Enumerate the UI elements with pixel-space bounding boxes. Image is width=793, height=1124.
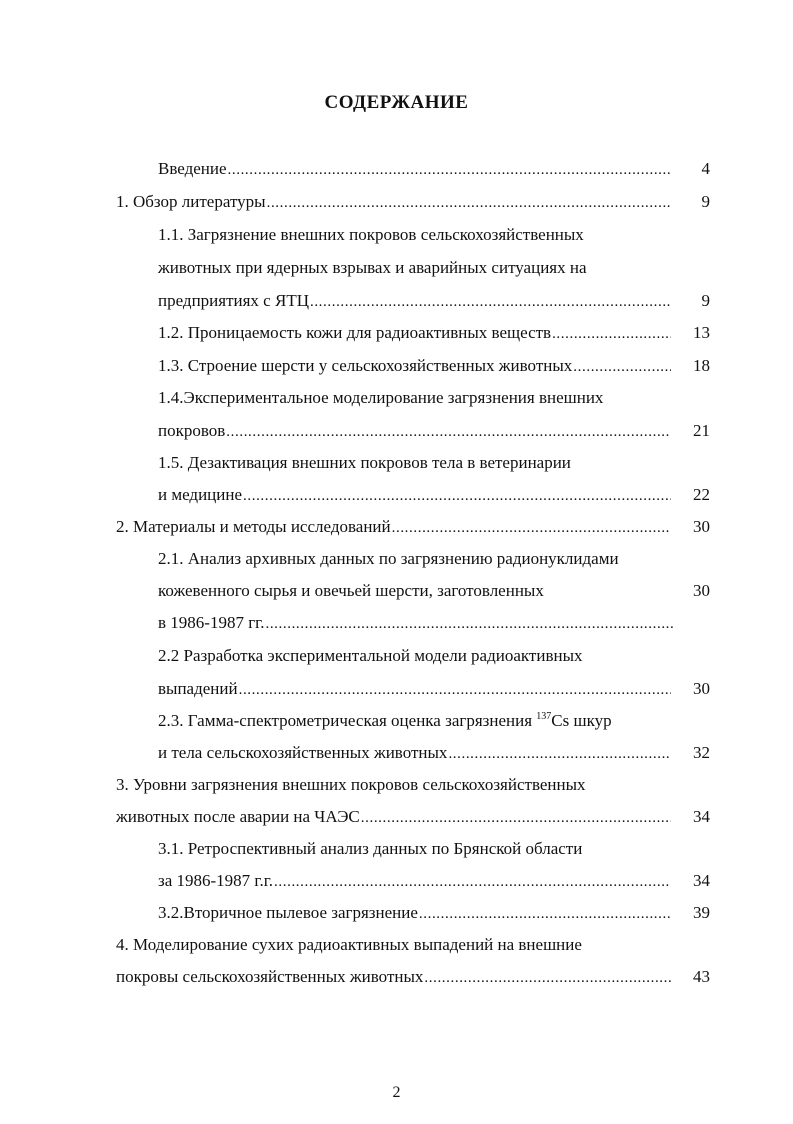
toc-entry-label: 1.1. Загрязнение внешних покровов сельскохозяйственных (158, 225, 584, 244)
toc-entry-label: 2. Материалы и методы исследований (116, 517, 391, 536)
toc-entry-section-1-4[interactable] (158, 420, 672, 442)
toc-page-number: 32 (693, 743, 710, 762)
toc-entry-label (158, 710, 612, 732)
toc-entry-label: покровы сельскохозяйственных животных (116, 967, 424, 986)
dot-leader (265, 612, 675, 634)
isotope-mass-number: 137 (536, 711, 552, 722)
toc-page-number: 22 (693, 485, 710, 504)
toc-page-number: 4 (701, 159, 710, 178)
toc-entry-section-3-1[interactable] (158, 870, 672, 892)
dot-leader (419, 902, 671, 924)
toc-entry-section-3[interactable] (116, 806, 672, 828)
toc-entry-label: животных при ядерных взрывах и аварийных ситуациях на (158, 258, 587, 277)
toc-entry-label: 1.3. Строение шерсти у сельскохозяйственных животных (158, 356, 573, 375)
dot-leader (243, 484, 671, 506)
toc-entry-section-2-1[interactable] (158, 612, 676, 634)
toc-entry-label: кожевенного сырья и овечьей шерсти, заготовленных (158, 581, 544, 600)
toc-entry-section-1-1[interactable] (158, 290, 672, 312)
toc-page-number: 34 (693, 871, 710, 890)
toc-page-number: 9 (701, 291, 710, 310)
toc-page-number: 21 (693, 421, 710, 440)
dot-leader (267, 191, 671, 213)
toc-entry-label: в 1986-1987 гг. (158, 613, 265, 632)
page-title: СОДЕРЖАНИЕ (324, 92, 469, 113)
toc-entry-section-1-5[interactable] (158, 484, 672, 506)
dot-leader (274, 870, 671, 892)
toc-entry-label: и тела сельскохозяйственных животных (158, 743, 448, 762)
toc-entry-label: животных после аварии на ЧАЭС (116, 807, 360, 826)
toc-entry-section-1-3[interactable] (158, 355, 672, 377)
toc-entry-label: 1. Обзор литературы (116, 192, 266, 211)
toc-entry-label: 1.4.Экспериментальное моделирование загрязнения внешних (158, 388, 604, 407)
toc-page-number: 30 (693, 517, 710, 536)
toc-entry-label: 1.5. Дезактивация внешних покровов тела в ветеринарии (158, 453, 571, 472)
toc-page-number: 13 (693, 323, 710, 342)
toc-entry-label: за 1986-1987 г.г. (158, 871, 274, 890)
toc-entry-label: и медицине (158, 485, 243, 504)
toc-entry-label: 3.2.Вторичное пылевое загрязнение (158, 903, 418, 922)
toc-entry-section-4[interactable] (116, 966, 672, 988)
toc-page-number: 34 (693, 807, 710, 826)
toc-page-number: 30 (693, 679, 710, 698)
dot-leader (552, 322, 671, 344)
toc-entry-label: Введение (158, 159, 227, 178)
dot-leader (239, 678, 671, 700)
toc-entry-label: покровов (158, 421, 226, 440)
dot-leader (424, 966, 671, 988)
toc-page-number: 43 (693, 967, 710, 986)
page-number: 2 (392, 1084, 401, 1101)
toc-entry-label: 2.2 Разработка экспериментальной модели радиоактивных (158, 646, 583, 665)
toc-page-number: 30 (693, 581, 710, 600)
toc-entry-label: 3.1. Ретроспективный анализ данных по Брянской области (158, 839, 583, 858)
dot-leader (310, 290, 671, 312)
dot-leader (226, 420, 671, 442)
toc-page-number: 39 (693, 903, 710, 922)
dot-leader (392, 516, 671, 538)
dot-leader (228, 158, 671, 180)
toc-entry-section-1-2[interactable] (158, 322, 672, 344)
dot-leader (361, 806, 671, 828)
toc-entry-label-part: Cs шкур (551, 711, 612, 730)
dot-leader (448, 742, 671, 764)
toc-entry-label: 2.1. Анализ архивных данных по загрязнению радионуклидами (158, 549, 619, 568)
dot-leader (573, 355, 671, 377)
toc-entry-section-2[interactable] (116, 516, 672, 538)
toc-entry-section-3-2[interactable] (158, 902, 672, 924)
toc-entry-section-2-3[interactable] (158, 742, 672, 764)
toc-page-number: 9 (701, 192, 710, 211)
toc-entry-section-1[interactable] (116, 191, 672, 213)
toc-entry-label: выпадений (158, 679, 238, 698)
toc-entry-intro[interactable] (158, 158, 672, 180)
toc-page-number: 18 (693, 356, 710, 375)
toc-entry-section-2-2[interactable] (158, 678, 672, 700)
toc-entry-label: 4. Моделирование сухих радиоактивных выпадений на внешние (116, 935, 582, 954)
toc-entry-label-part: 2.3. Гамма-спектрометрическая оценка загрязнения (158, 711, 537, 730)
toc-entry-label: 1.2. Проницаемость кожи для радиоактивных веществ (158, 323, 552, 342)
toc-entry-label: 3. Уровни загрязнения внешних покровов сельскохозяйственных (116, 775, 586, 794)
toc-entry-label: предприятиях с ЯТЦ (158, 291, 309, 310)
